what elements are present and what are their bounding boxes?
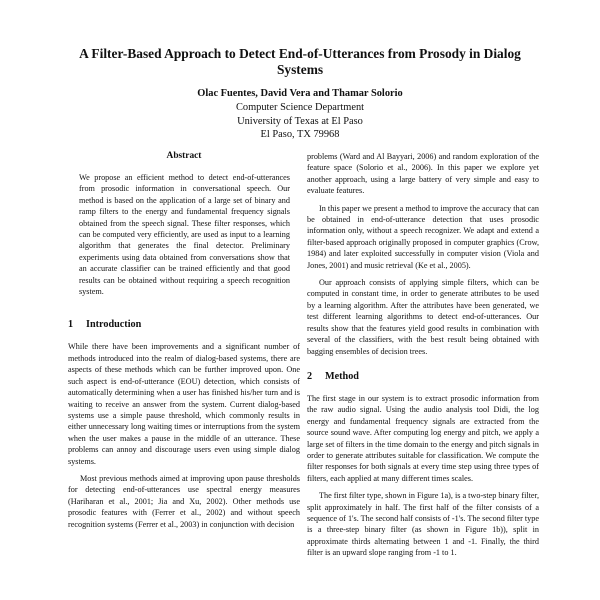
author-block — [60, 87, 540, 142]
author-names: Olac Fuentes, David Vera and Thamar Solorio — [197, 88, 403, 99]
abstract-heading: Abstract — [166, 151, 202, 161]
section-number: 2 — [307, 370, 313, 382]
paragraph: problems (Ward and Al Bayyari, 2006) and random exploration of the feature space (Solorio et al., 2006). In this paper we explore yet another approach, using a large battery of very simple and easy to evaluate features. — [307, 152, 539, 196]
section-title: Introduction — [86, 319, 142, 331]
paper-title: A Filter-Based Approach to Detect End-of-Utterances from Prosody in Dialog Systems — [79, 46, 521, 77]
section-number: 1 — [68, 319, 74, 331]
left-column — [68, 148, 300, 530]
section-heading-introduction — [68, 318, 300, 332]
paragraph: Our approach consists of applying simple filters, which can be computed in constant time, in order to generate attributes to be used by a learning algorithm. After the attributes have been generated, we test different learning algorithms to detect end-of-utterances. Our results show that the features yield good results in combination with several of the classifiers, with the best result being obtained with bagging ensembles of decision trees. — [307, 278, 539, 356]
paragraph: The first filter type, shown in Figure 1a), is a two-step binary filter, split approximately in half. The first half of the filter consists of a sequence of 1's. The second half consists of -1's. The second filter type is a three-step binary filter (as shown in Figure 1b)), split in approximate thirds alternating between 1 and -1. Finally, the third filter is an upward slope ranging from -1 to 1. — [307, 491, 539, 558]
section-title: Method — [325, 370, 359, 382]
affiliation-department: Computer Science Department — [235, 101, 365, 113]
paragraph: In this paper we present a method to improve the accuracy that can be obtained in end-of-utterance detection that uses prosodic information only, without a speech recognizer. We adapt and extend a filter-based approach originally proposed in computer graphics (Crow, 1984) and later exploited successfully in computer vision (Viola and Jones, 2001) and music retrieval (Ke et al., 2005). — [307, 203, 539, 270]
paragraph: Most previous methods aimed at improving upon pause thresholds for detecting end-of-utterances use spectral energy measures (Hariharan et al., 2001; Jia and Xu, 2002). Other methods use prosodic features with (Ferrer et al., 2002) and without speech recognition systems (Ferrer et al., 2003) in conjunction with decision — [68, 473, 300, 529]
affiliation-university: University of Texas at El Paso — [237, 115, 363, 127]
section-heading-method — [307, 370, 539, 384]
right-column — [307, 151, 539, 559]
paragraph: While there have been improvements and a significant number of methods introduced into the realm of dialog-based systems, there are aspects of these methods which can be further improved upon. One such aspect is end-of-utterance (EOU) detection, which consists of automatically determining when a user has finished his/her turn and is waiting to receive an answer from the system. Current dialog-based systems use a simple pause threshold, which commonly results in either unnecessary long waiting times or interruptions from the system when the user makes a pause in the middle of an utterance. These problems can annoy and discourage users even using simple dialog systems. — [68, 342, 300, 466]
abstract-text: We propose an efficient method to detect end-of-utterances from prosodic information in conversational speech. Our method is based on the application of a large set of binary and ramp filters to the energy and fundamental frequency signals obtained from the speech signal. These filter responses, which can be computed very efficiently, are used as input to a learning algorithm that generates the final detector. Preliminary experiments using data obtained from conversations show that an accurate classifier can be trained efficiently and that good results can be obtained without requiring a speech recognition system. — [79, 173, 290, 297]
affiliation-address: El Paso, TX 79968 — [260, 129, 340, 141]
paragraph: The first stage in our system is to extract prosodic information from the raw audio signal. Using the audio analysis tool Didi, the log energy and fundamental frequency signals are extracted from the source sound wave. After computing log energy and pitch, we apply a large set of filters in the time domain to the energy and pitch signals in order to generate attributes suitable for classification. We compute the filter responses for both signals at every time step using three types of filters, each applied at many different times scales. — [307, 393, 539, 483]
